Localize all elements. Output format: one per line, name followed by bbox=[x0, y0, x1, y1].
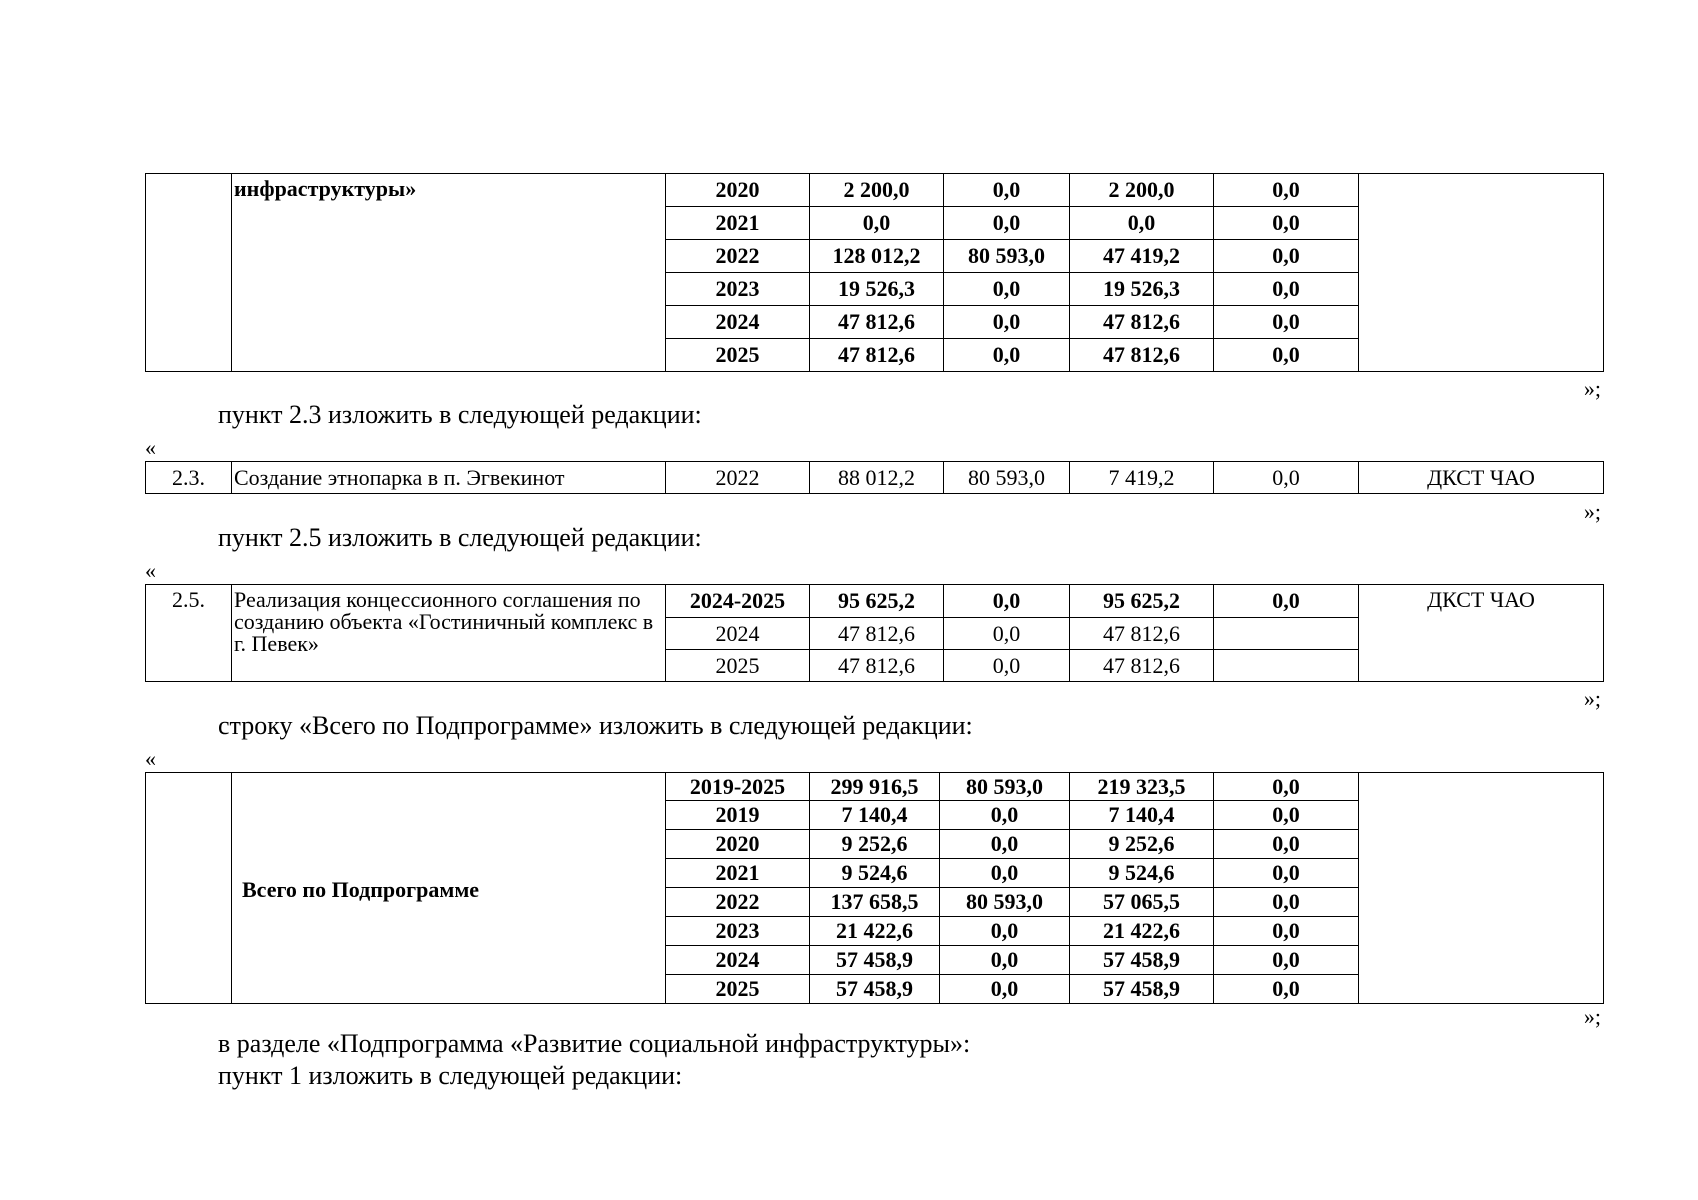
year-cell: 2021 bbox=[666, 859, 810, 888]
table-item-2-5 bbox=[145, 584, 1604, 682]
regional-budget-cell: 2 200,0 bbox=[1070, 174, 1214, 207]
regional-budget-cell: 9 524,6 bbox=[1070, 859, 1214, 888]
federal-budget-cell: 0,0 bbox=[944, 650, 1070, 682]
federal-budget-cell: 0,0 bbox=[944, 585, 1070, 618]
local-budget-cell: 0,0 bbox=[1214, 946, 1359, 975]
federal-budget-cell: 0,0 bbox=[944, 174, 1070, 207]
regional-budget-cell: 21 422,6 bbox=[1070, 917, 1214, 946]
executor-cell bbox=[1359, 174, 1604, 372]
table-row bbox=[146, 773, 1604, 801]
paragraph-subprogram-total: строку «Всего по Подпрограмме» изложить в следующей редакции: bbox=[218, 711, 973, 740]
local-budget-cell: 0,0 bbox=[1214, 240, 1359, 273]
local-budget-cell: 0,0 bbox=[1214, 273, 1359, 306]
local-budget-cell: 0,0 bbox=[1214, 306, 1359, 339]
local-budget-cell: 0,0 bbox=[1214, 773, 1359, 801]
regional-budget-cell: 19 526,3 bbox=[1070, 273, 1214, 306]
regional-budget-cell: 95 625,2 bbox=[1070, 585, 1214, 618]
regional-budget-cell: 47 812,6 bbox=[1070, 618, 1214, 650]
row-number-cell bbox=[146, 773, 232, 1004]
local-budget-cell: 0,0 bbox=[1214, 339, 1359, 372]
activity-name-cell: инфраструктуры» bbox=[232, 174, 666, 372]
year-cell: 2025 bbox=[666, 975, 810, 1004]
row-number-cell: 2.3. bbox=[146, 462, 232, 494]
local-budget-cell bbox=[1214, 618, 1359, 650]
local-budget-cell: 0,0 bbox=[1214, 801, 1359, 830]
year-cell: 2022 bbox=[666, 240, 810, 273]
closing-quote: »; bbox=[1583, 686, 1601, 711]
year-cell: 2025 bbox=[666, 650, 810, 682]
federal-budget-cell: 0,0 bbox=[940, 975, 1070, 1004]
federal-budget-cell: 0,0 bbox=[944, 273, 1070, 306]
year-cell: 2020 bbox=[666, 830, 810, 859]
row-number-cell: 2.5. bbox=[146, 585, 232, 682]
regional-budget-cell: 57 458,9 bbox=[1070, 946, 1214, 975]
local-budget-cell: 0,0 bbox=[1214, 859, 1359, 888]
total-cell: 0,0 bbox=[810, 207, 944, 240]
federal-budget-cell: 0,0 bbox=[940, 917, 1070, 946]
regional-budget-cell: 9 252,6 bbox=[1070, 830, 1214, 859]
paragraph-item-2-5: пункт 2.5 изложить в следующей редакции: bbox=[218, 523, 702, 552]
federal-budget-cell: 0,0 bbox=[944, 306, 1070, 339]
total-cell: 21 422,6 bbox=[810, 917, 940, 946]
total-cell: 19 526,3 bbox=[810, 273, 944, 306]
year-cell: 2024 bbox=[666, 946, 810, 975]
federal-budget-cell: 0,0 bbox=[940, 859, 1070, 888]
year-cell: 2019 bbox=[666, 801, 810, 830]
total-cell: 95 625,2 bbox=[810, 585, 944, 618]
total-cell: 88 012,2 bbox=[810, 462, 944, 494]
regional-budget-cell: 219 323,5 bbox=[1070, 773, 1214, 801]
opening-quote: « bbox=[145, 746, 156, 771]
regional-budget-cell: 57 065,5 bbox=[1070, 888, 1214, 917]
row-number-cell bbox=[146, 174, 232, 372]
closing-quote: »; bbox=[1583, 499, 1601, 524]
local-budget-cell bbox=[1214, 650, 1359, 682]
total-cell: 7 140,4 bbox=[810, 801, 940, 830]
local-budget-cell: 0,0 bbox=[1214, 207, 1359, 240]
total-cell: 9 524,6 bbox=[810, 859, 940, 888]
regional-budget-cell: 47 812,6 bbox=[1070, 650, 1214, 682]
regional-budget-cell: 47 419,2 bbox=[1070, 240, 1214, 273]
federal-budget-cell: 0,0 bbox=[940, 946, 1070, 975]
local-budget-cell: 0,0 bbox=[1214, 917, 1359, 946]
federal-budget-cell: 0,0 bbox=[944, 618, 1070, 650]
regional-budget-cell: 0,0 bbox=[1070, 207, 1214, 240]
federal-budget-cell: 0,0 bbox=[944, 339, 1070, 372]
local-budget-cell: 0,0 bbox=[1214, 174, 1359, 207]
regional-budget-cell: 47 812,6 bbox=[1070, 306, 1214, 339]
total-cell: 137 658,5 bbox=[810, 888, 940, 917]
federal-budget-cell: 80 593,0 bbox=[940, 773, 1070, 801]
federal-budget-cell: 0,0 bbox=[940, 801, 1070, 830]
table-infrastructure-continued bbox=[145, 173, 1604, 372]
local-budget-cell: 0,0 bbox=[1214, 975, 1359, 1004]
year-cell: 2025 bbox=[666, 339, 810, 372]
year-cell: 2024 bbox=[666, 306, 810, 339]
federal-budget-cell: 80 593,0 bbox=[944, 240, 1070, 273]
year-cell: 2023 bbox=[666, 273, 810, 306]
federal-budget-cell: 80 593,0 bbox=[944, 462, 1070, 494]
year-cell: 2022 bbox=[666, 462, 810, 494]
year-cell: 2023 bbox=[666, 917, 810, 946]
total-cell: 47 812,6 bbox=[810, 650, 944, 682]
total-cell: 47 812,6 bbox=[810, 618, 944, 650]
total-cell: 57 458,9 bbox=[810, 946, 940, 975]
table-row bbox=[146, 174, 1604, 207]
table-subprogram-total bbox=[145, 772, 1604, 1004]
regional-budget-cell: 57 458,9 bbox=[1070, 975, 1214, 1004]
federal-budget-cell: 0,0 bbox=[940, 830, 1070, 859]
executor-cell bbox=[1359, 773, 1604, 1004]
closing-quote: »; bbox=[1583, 376, 1601, 401]
paragraph-item-2-3: пункт 2.3 изложить в следующей редакции: bbox=[218, 400, 702, 429]
year-cell: 2019-2025 bbox=[666, 773, 810, 801]
table-row bbox=[146, 585, 1604, 618]
regional-budget-cell: 7 140,4 bbox=[1070, 801, 1214, 830]
regional-budget-cell: 47 812,6 bbox=[1070, 339, 1214, 372]
local-budget-cell: 0,0 bbox=[1214, 888, 1359, 917]
opening-quote: « bbox=[145, 558, 156, 583]
regional-budget-cell: 7 419,2 bbox=[1070, 462, 1214, 494]
paragraph-section-reference: в разделе «Подпрограмма «Развитие социальной инфраструктуры»: bbox=[218, 1029, 971, 1058]
total-cell: 57 458,9 bbox=[810, 975, 940, 1004]
executor-cell: ДКСТ ЧАО bbox=[1359, 462, 1604, 494]
local-budget-cell: 0,0 bbox=[1214, 830, 1359, 859]
total-cell: 9 252,6 bbox=[810, 830, 940, 859]
subprogram-total-label: Всего по Подпрограмме bbox=[232, 773, 666, 1004]
total-cell: 47 812,6 bbox=[810, 339, 944, 372]
year-cell: 2022 bbox=[666, 888, 810, 917]
executor-cell: ДКСТ ЧАО bbox=[1359, 585, 1604, 682]
paragraph-item-1: пункт 1 изложить в следующей редакции: bbox=[218, 1061, 683, 1090]
year-cell: 2024 bbox=[666, 618, 810, 650]
closing-quote: »; bbox=[1583, 1004, 1601, 1029]
opening-quote: « bbox=[145, 435, 156, 460]
table-item-2-3 bbox=[145, 461, 1604, 494]
total-cell: 47 812,6 bbox=[810, 306, 944, 339]
federal-budget-cell: 0,0 bbox=[944, 207, 1070, 240]
table-row bbox=[146, 462, 1604, 494]
year-cell: 2024-2025 bbox=[666, 585, 810, 618]
federal-budget-cell: 80 593,0 bbox=[940, 888, 1070, 917]
total-cell: 2 200,0 bbox=[810, 174, 944, 207]
local-budget-cell: 0,0 bbox=[1214, 585, 1359, 618]
activity-name-cell: Реализация концессионного соглашения по созданию объекта «Гостиничный комплекс в г. Певек» bbox=[232, 585, 666, 682]
year-cell: 2020 bbox=[666, 174, 810, 207]
activity-name-cell: Создание этнопарка в п. Эгвекинот bbox=[232, 462, 666, 494]
total-cell: 299 916,5 bbox=[810, 773, 940, 801]
local-budget-cell: 0,0 bbox=[1214, 462, 1359, 494]
year-cell: 2021 bbox=[666, 207, 810, 240]
total-cell: 128 012,2 bbox=[810, 240, 944, 273]
